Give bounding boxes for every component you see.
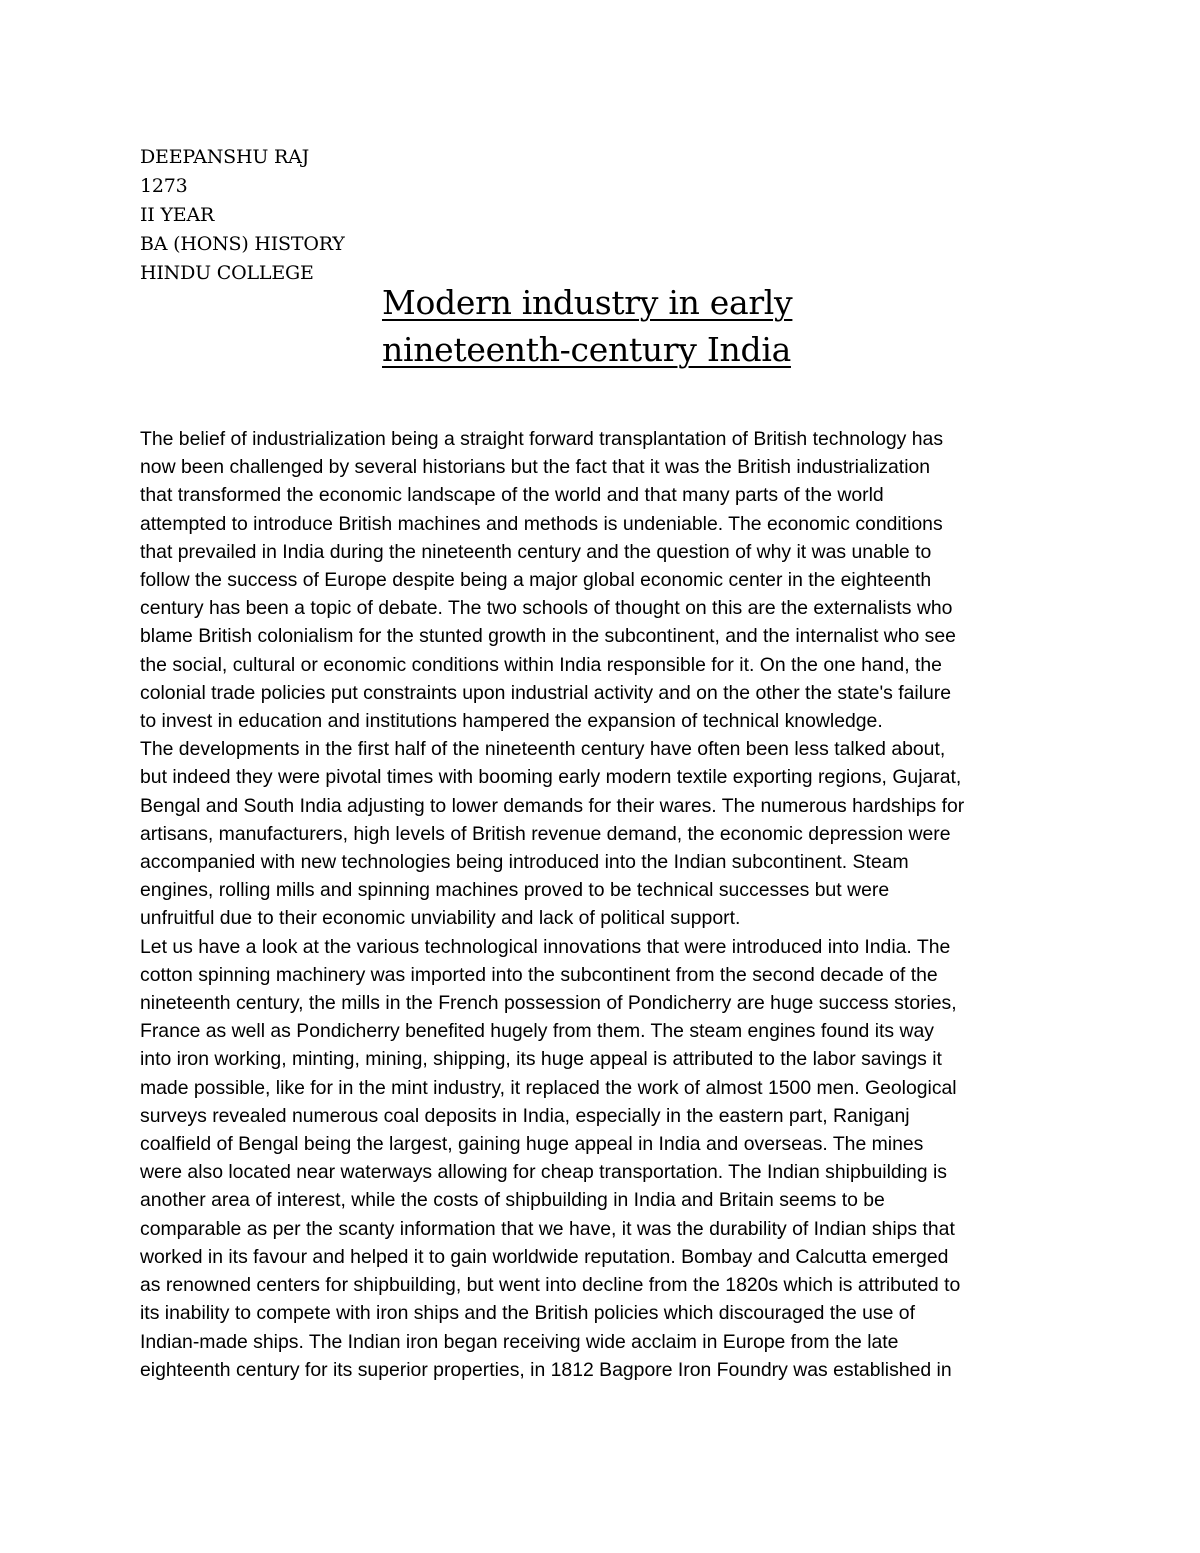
document-title [382, 279, 942, 373]
body-line: but indeed they were pivotal times with booming early modern textile exporting regions, Gujarat, [140, 766, 962, 789]
body-line: another area of interest, while the costs of shipbuilding in India and Britain seems to be [140, 1189, 885, 1212]
body-line: its inability to compete with iron ships and the British policies which discouraged the use of [140, 1302, 915, 1325]
body-line: coalfield of Bengal being the largest, gaining huge appeal in India and overseas. The mines [140, 1133, 924, 1156]
body-line: as renowned centers for shipbuilding, but went into decline from the 1820s which is attributed to [140, 1274, 961, 1297]
body-line: eighteenth century for its superior properties, in 1812 Bagpore Iron Foundry was established in [140, 1358, 952, 1381]
body-text [140, 425, 1070, 1384]
title-line-1: Modern industry in early [382, 283, 793, 322]
body-line: Indian-made ships. The Indian iron began receiving wide acclaim in Europe from the late [140, 1330, 899, 1353]
body-line: comparable as per the scanty information that we have, it was the durability of Indian ships that [140, 1217, 955, 1240]
body-line: Bengal and South India adjusting to lower demands for their wares. The numerous hardships for [140, 794, 965, 817]
title-line-2: nineteenth-century India [382, 330, 791, 369]
body-line: Let us have a look at the various technological innovations that were introduced into India. The [140, 935, 951, 958]
body-line: engines, rolling mills and spinning machines proved to be technical successes but were [140, 879, 890, 902]
college-name: HINDU COLLEGE [140, 262, 314, 284]
body-line: were also located near waterways allowing for cheap transportation. The Indian shipbuilding is [140, 1161, 947, 1184]
body-line: that prevailed in India during the nineteenth century and the question of why it was unable to [140, 540, 932, 563]
author-header [140, 143, 345, 288]
body-line: blame British colonialism for the stunted growth in the subcontinent, and the internalist who see [140, 625, 956, 648]
body-line: artisans, manufacturers, high levels of British revenue demand, the economic depression were [140, 822, 951, 845]
body-line: worked in its favour and helped it to gain worldwide reputation. Bombay and Calcutta emerged [140, 1245, 949, 1268]
body-line: century has been a topic of debate. The two schools of thought on this are the externalists who [140, 597, 953, 620]
body-line: now been challenged by several historians but the fact that it was the British industrialization [140, 456, 931, 479]
body-line: France as well as Pondicherry benefited hugely from them. The steam engines found its way [140, 1020, 934, 1043]
body-line: surveys revealed numerous coal deposits in India, especially in the eastern part, Raniganj [140, 1104, 910, 1127]
course-name: BA (HONS) HISTORY [140, 233, 345, 255]
body-line: accompanied with new technologies being introduced into the Indian subcontinent. Steam [140, 851, 909, 874]
body-line: nineteenth century, the mills in the French possession of Pondicherry are huge success stories, [140, 992, 957, 1015]
roll-number: 1273 [140, 175, 188, 197]
body-line: cotton spinning machinery was imported into the subcontinent from the second decade of the [140, 963, 938, 986]
body-line: that transformed the economic landscape of the world and that many parts of the world [140, 484, 884, 507]
body-line: unfruitful due to their economic unviability and lack of political support. [140, 907, 741, 930]
body-line: into iron working, minting, mining, shipping, its huge appeal is attributed to the labor savings it [140, 1048, 942, 1071]
body-line: the social, cultural or economic conditions within India responsible for it. On the one hand, the [140, 653, 942, 676]
body-line: The belief of industrialization being a straight forward transplantation of British technology has [140, 428, 944, 450]
body-line: attempted to introduce British machines and methods is undeniable. The economic conditions [140, 512, 943, 535]
body-line: The developments in the first half of the nineteenth century have often been less talked about, [140, 738, 946, 761]
body-line: made possible, like for in the mint industry, it replaced the work of almost 1500 men. Geological [140, 1076, 957, 1099]
body-line: follow the success of Europe despite being a major global economic center in the eighteenth [140, 569, 932, 592]
body-line: to invest in education and institutions hampered the expansion of technical knowledge. [140, 710, 883, 733]
body-line: colonial trade policies put constraints upon industrial activity and on the other the state's failure [140, 681, 952, 704]
author-name: DEEPANSHU RAJ [140, 146, 310, 168]
study-year: II YEAR [140, 204, 215, 226]
